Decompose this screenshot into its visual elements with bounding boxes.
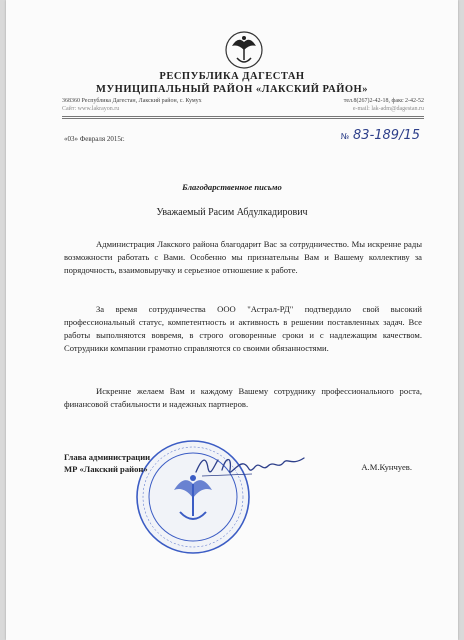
- number-value: 83-189/15: [353, 128, 420, 143]
- dagestan-emblem-icon: [224, 30, 264, 70]
- letter-date: «03» Февраля 2015г.: [64, 135, 125, 143]
- signatory-title-line2: МР «Лакский район»: [64, 464, 148, 474]
- number-prefix: №: [340, 132, 350, 141]
- paragraph-1: Администрация Лакского района благодарит Вас за сотрудничество. Мы искренне рады возможности работать с Вами. Особенно мы признательны Вам и Вашему коллективу за порядочность, взаимовыручку и серьезное отношение к работе.: [64, 239, 422, 275]
- handwritten-signature-icon: [192, 448, 312, 484]
- paragraph-3: Искренне желаем Вам и каждому Вашему сотруднику профессионального роста, финансовой стабильности и надежных партнеров.: [64, 386, 422, 409]
- salutation: Уважаемый Расим Абдулкадирович: [156, 207, 308, 218]
- letter-number: [341, 128, 420, 143]
- header-address: 368360 Республика Дагестан, Лакский район, с. Кумух: [62, 98, 202, 104]
- header-divider-second: [62, 118, 424, 119]
- header-republic: РЕСПУБЛИКА ДАГЕСТАН: [159, 71, 305, 82]
- signatory-title: [64, 451, 150, 475]
- letter-page: [6, 0, 458, 640]
- header-contacts-left: [62, 97, 202, 113]
- header-phone: тел.8(267)2-42-18, факс 2-42-52: [343, 98, 424, 104]
- document-title: Благодарственное письмо: [182, 182, 282, 192]
- header-district: МУНИЦИПАЛЬНЫЙ РАЙОН «ЛАКСКИЙ РАЙОН»: [96, 84, 368, 95]
- header-contacts-right: [344, 97, 424, 113]
- header-email: e-mail: lak-adm@dagestan.ru: [352, 106, 424, 112]
- signatory-title-line1: Глава администрации: [64, 452, 151, 462]
- header-site: Сайт: www.lakrayon.ru: [62, 106, 120, 112]
- signatory-name: А.М.Кунчуев.: [361, 462, 412, 472]
- header-divider: [62, 116, 424, 117]
- paragraph-2: За время сотрудничества ООО "Астрал-РД" подтвердило свой высокий профессиональный статус, компетентность и активность в решении поставленных задач. Все работы выполняются вовремя, в строго оговоренные сроки и с надлежащим качеством. Сотрудники компании грамотно справляются со своими обязанностями.: [64, 304, 422, 353]
